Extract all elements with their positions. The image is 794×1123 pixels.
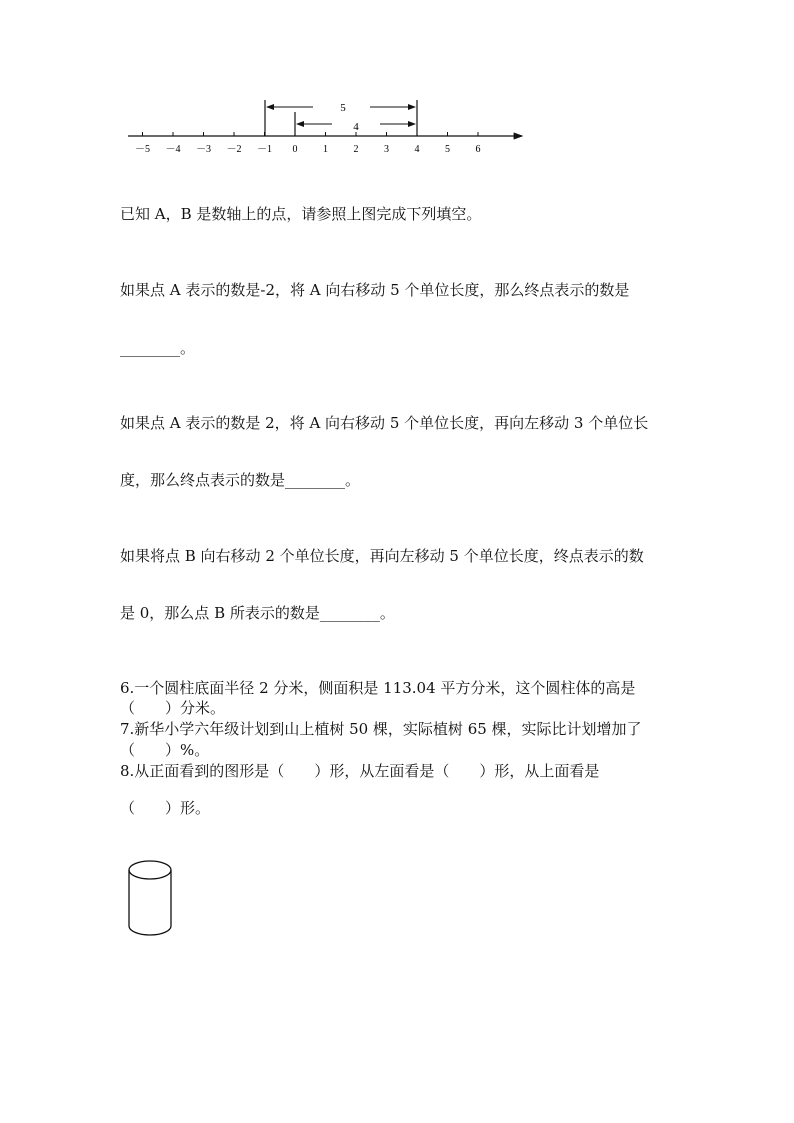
question-2-line-2: 度，那么终点表示的数是________。 [120,471,361,489]
tick-label: 1 [323,144,328,155]
tick-label: －3 [196,144,211,155]
inner-span-label: 4 [353,121,359,133]
tick-label: －2 [226,144,242,155]
question-7-line-1: 7.新华小学六年级计划到山上植树 50 棵，实际植树 65 棵，实际比计划增加了 [120,720,642,738]
tick-label: 0 [292,144,298,155]
question-1-line-1: 如果点 A 表示的数是-2，将 A 向右移动 5 个单位长度，那么终点表示的数是 [120,281,630,299]
question-8-line-2: （ ）形。 [120,799,211,817]
question-8-line-1: 8.从正面看到的图形是（ ）形，从左面看是（ ）形，从上面看是 [120,762,600,780]
cylinder-figure [120,852,180,944]
question-3-line-2: 是 0，那么点 B 所表示的数是________。 [120,604,395,622]
question-7-line-2: （ ）%。 [120,741,210,759]
tick-label: －4 [165,144,181,155]
tick-label: 4 [414,144,420,155]
question-6-line-2: （ ）分米。 [120,699,226,717]
tick-label: －5 [135,144,150,155]
cylinder-bottom [129,926,171,935]
tick-label: 5 [445,144,450,155]
tick-label: 6 [475,144,481,155]
tick-label: 2 [353,144,359,155]
question-2-line-1: 如果点 A 表示的数是 2，将 A 向右移动 5 个单位长度，再向左移动 3 个单位长 [120,414,649,432]
question-6-line-1: 6.一个圆柱底面半径 2 分米，侧面积是 113.04 平方分米，这个圆柱体的高是 [120,679,636,697]
question-1-line-2: ________。 [120,339,196,357]
question-3-line-1: 如果将点 B 向右移动 2 个单位长度，再向左移动 5 个单位长度，终点表示的数 [120,547,644,565]
cylinder-top [129,861,171,879]
tick-label: 3 [384,144,389,155]
outer-span-label: 5 [340,102,346,114]
tick-label: －1 [257,144,272,155]
number-line-figure [120,90,540,160]
intro-text: 已知 A，B 是数轴上的点，请参照上图完成下列填空。 [120,205,482,223]
